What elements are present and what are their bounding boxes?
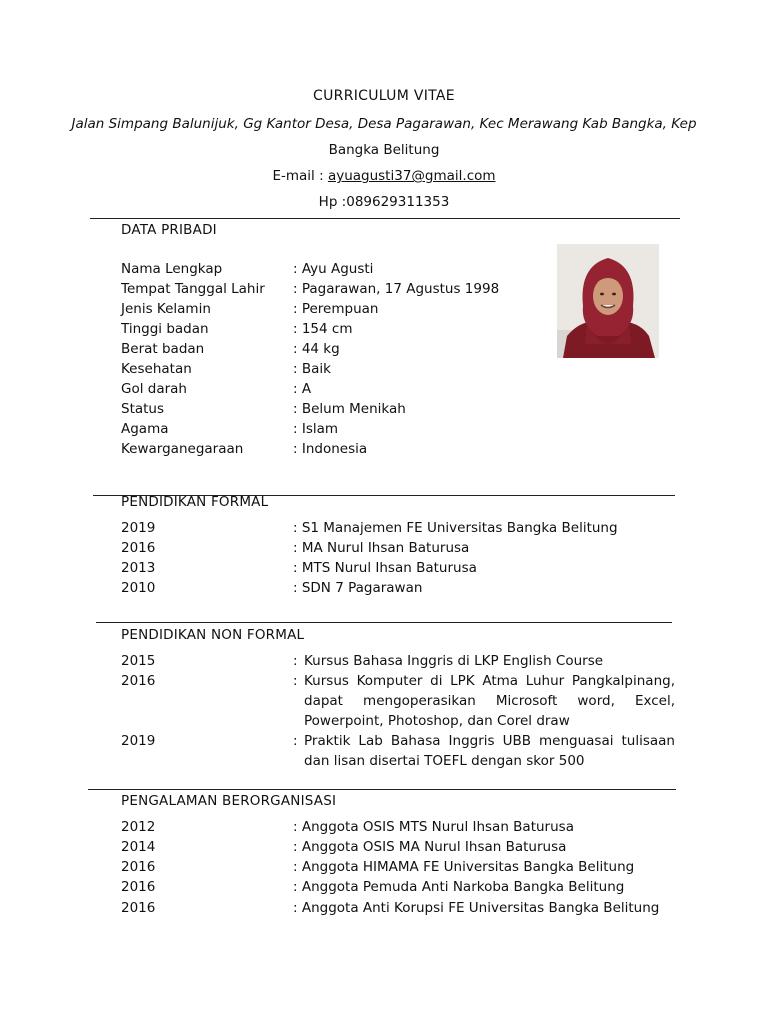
year-label: 2019 — [121, 733, 156, 749]
personal-value: : Islam — [293, 421, 339, 437]
section-title-pengalaman: PENGALAMAN BERORGANISASI — [121, 793, 337, 809]
personal-label: Gol darah — [121, 381, 187, 397]
personal-value: : Pagarawan, 17 Agustus 1998 — [293, 281, 500, 297]
personal-value: : Ayu Agusti — [293, 261, 374, 277]
experience-value: : Anggota OSIS MTS Nurul Ihsan Baturusa — [293, 819, 574, 835]
personal-label: Kesehatan — [121, 361, 192, 377]
year-label: 2013 — [121, 560, 156, 576]
profile-photo — [557, 244, 659, 358]
address-line-1: Jalan Simpang Balunijuk, Gg Kantor Desa, Desa Pagarawan, Kec Merawang Kab Bangka, Kep — [71, 116, 697, 132]
experience-value: : Anggota HIMAMA FE Universitas Bangka Belitung — [293, 859, 635, 875]
course-text: Praktik Lab Bahasa Inggris UBB menguasai tulisaan dan lisan disertai TOEFL dengan skor 500 — [304, 733, 675, 769]
personal-value: : 154 cm — [293, 321, 353, 337]
personal-value: : Belum Menikah — [293, 401, 406, 417]
section-title-data-pribadi: DATA PRIBADI — [121, 222, 217, 238]
personal-value: : Baik — [293, 361, 331, 377]
personal-label: Agama — [121, 421, 169, 437]
section-divider — [90, 218, 680, 219]
section-title-pendidikan-formal: PENDIDIKAN FORMAL — [121, 494, 269, 510]
education-value: : MTS Nurul Ihsan Baturusa — [293, 560, 477, 576]
experience-value: : Anggota Anti Korupsi FE Universitas Bangka Belitung — [293, 900, 660, 916]
phone-line: Hp :089629311353 — [318, 194, 450, 210]
course-description — [293, 731, 675, 771]
personal-label: Nama Lengkap — [121, 261, 223, 277]
course-description — [293, 671, 675, 731]
education-value: : SDN 7 Pagarawan — [293, 580, 423, 596]
personal-label: Kewarganegaraan — [121, 441, 244, 457]
year-label: 2016 — [121, 540, 156, 556]
year-label: 2016 — [121, 859, 156, 875]
portrait-illustration — [557, 244, 659, 358]
personal-label: Berat badan — [121, 341, 205, 357]
colon-separator: : — [293, 733, 298, 749]
section-divider — [88, 789, 676, 790]
year-label: 2016 — [121, 879, 156, 895]
email-link[interactable]: ayuagusti37@gmail.com — [327, 168, 496, 184]
year-label: 2010 — [121, 580, 156, 596]
personal-label: Tempat Tanggal Lahir — [121, 281, 265, 297]
section-title-pendidikan-non-formal: PENDIDIKAN NON FORMAL — [121, 627, 305, 643]
education-value: : S1 Manajemen FE Universitas Bangka Belitung — [293, 520, 618, 536]
experience-value: : Anggota Pemuda Anti Narkoba Bangka Belitung — [293, 879, 625, 895]
address-line-2: Bangka Belitung — [328, 142, 440, 158]
course-text: Kursus Bahasa Inggris di LKP English Course — [304, 653, 604, 669]
course-text: Kursus Komputer di LPK Atma Luhur Pangkalpinang, dapat mengoperasikan Microsoft word, Excel, Powerpoint, Photoshop, dan Corel draw — [304, 673, 675, 729]
section-divider — [96, 622, 672, 623]
colon-separator: : — [293, 673, 298, 689]
personal-value: : A — [293, 381, 312, 397]
email-line — [0, 168, 768, 184]
personal-value: : Perempuan — [293, 301, 379, 317]
colon-separator: : — [293, 653, 298, 669]
personal-value: : 44 kg — [293, 341, 340, 357]
course-description — [293, 651, 675, 671]
personal-label: Jenis Kelamin — [121, 301, 211, 317]
experience-value: : Anggota OSIS MA Nurul Ihsan Baturusa — [293, 839, 567, 855]
education-value: : MA Nurul Ihsan Baturusa — [293, 540, 470, 556]
personal-value: : Indonesia — [293, 441, 368, 457]
year-label: 2016 — [121, 900, 156, 916]
personal-label: Tinggi badan — [121, 321, 209, 337]
personal-label: Status — [121, 401, 165, 417]
year-label: 2019 — [121, 520, 156, 536]
year-label: 2014 — [121, 839, 156, 855]
year-label: 2012 — [121, 819, 156, 835]
year-label: 2016 — [121, 673, 156, 689]
email-label: E-mail : — [272, 168, 328, 184]
page-title: CURRICULUM VITAE — [313, 88, 455, 104]
year-label: 2015 — [121, 653, 156, 669]
